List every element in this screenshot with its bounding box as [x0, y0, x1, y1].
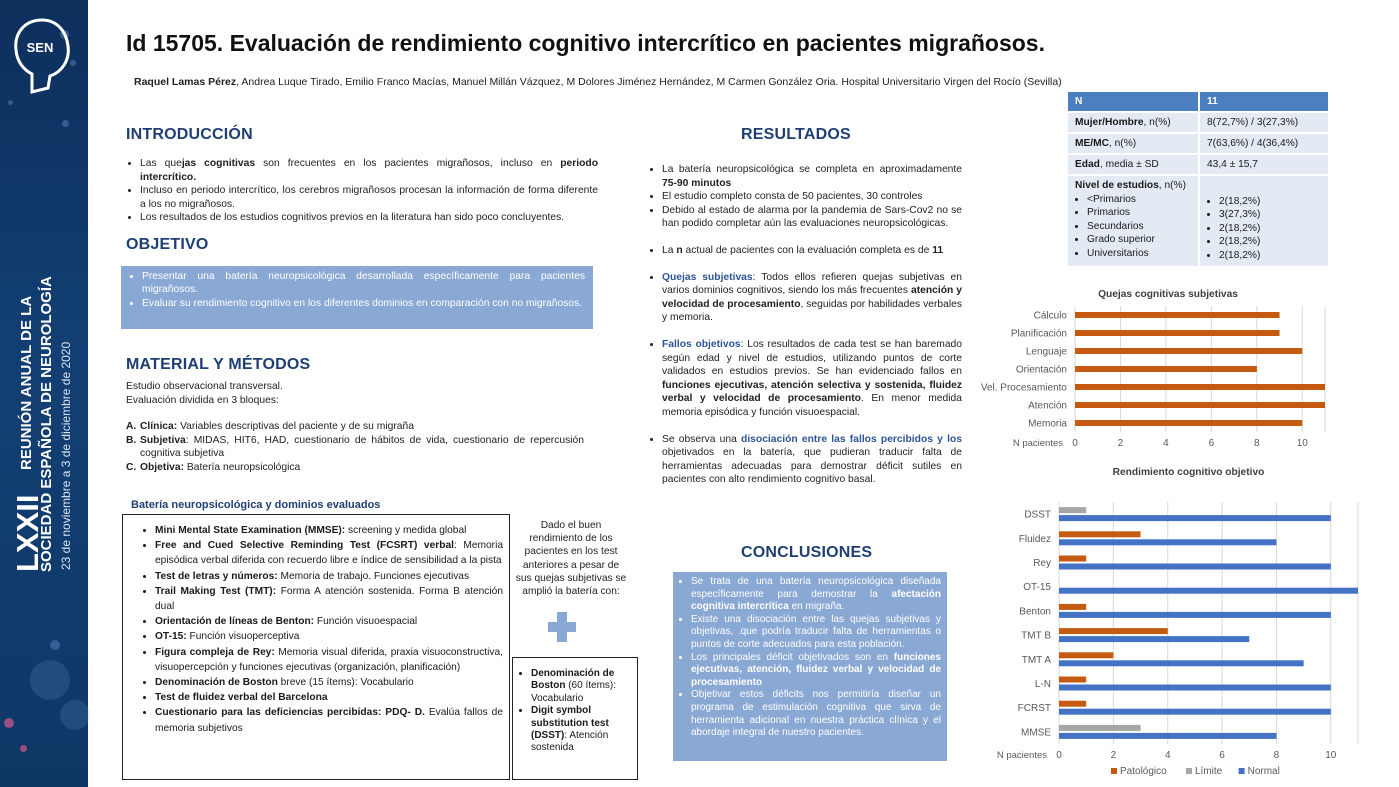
- x-axis-label: N pacientes: [996, 750, 1047, 761]
- bar-patologico: [1059, 628, 1168, 634]
- plus-icon: [548, 612, 576, 642]
- level-item: • Universitarios: [1087, 247, 1191, 260]
- resultados-bullet-2: • El estudio completo consta de 50 pacientes, 30 controles: [662, 190, 962, 204]
- level-value: • 2(18,2%): [1219, 249, 1321, 262]
- table-cell-n-label: N: [1067, 91, 1199, 112]
- sidebar: [0, 0, 88, 787]
- first-author: Raquel Lamas Pérez: [134, 76, 237, 88]
- bar-patologico: [1059, 701, 1086, 707]
- table-cell-label: Nivel de estudios, n(%) • <Primarios • Primarios • Secundarios • Grado superior • Universitarios: [1067, 175, 1199, 267]
- resultados-heading: RESULTADOS: [741, 126, 851, 143]
- chart-rendimiento-objetivo: [968, 462, 1337, 782]
- legend-label: Normal: [1247, 766, 1280, 777]
- objetivo-heading: OBJETIVO: [126, 236, 209, 253]
- metodos-block-c: C. Objetiva: Batería neuropsicológica: [126, 461, 301, 473]
- y-category-label: Memoria: [1028, 418, 1067, 430]
- bateria-item-pdq: • Cuestionario para las deficiencias percibidas: PDQ- D. Evalúa fallos de memoria subjetivos: [155, 705, 503, 735]
- bar-normal: [1059, 612, 1331, 618]
- level-value: • 3(27,3%): [1219, 208, 1321, 221]
- objetivo-bullet-2: • Evaluar su rendimiento cognitivo en los diferentes dominios en comparación con no migrañosos.: [142, 297, 585, 310]
- bar: [1075, 312, 1280, 318]
- y-category-label: Vel. Procesamiento: [980, 382, 1067, 394]
- table-row-n: [1067, 91, 1329, 112]
- resultados-bullet-3: • Debido al estado de alarma por la pandemia de Sars-Cov2 no se han podido completar aún las evaluaciones neuropsicológicas.: [662, 204, 962, 231]
- x-tick-label: 4: [1164, 750, 1171, 761]
- metodos-line-1: Estudio observacional transversal.: [126, 381, 283, 392]
- bar: [1075, 420, 1302, 426]
- table-cell-n-value: 11: [1199, 91, 1329, 112]
- bar-limite: [1059, 507, 1086, 513]
- table-row-me-mc: [1067, 133, 1329, 154]
- level-value: • 2(18,2%): [1219, 195, 1321, 208]
- bar-normal: [1059, 709, 1331, 715]
- x-tick-label: 8: [1273, 750, 1280, 761]
- levels-values-list: [1207, 195, 1321, 262]
- bar-normal: [1059, 636, 1249, 642]
- bar-normal: [1059, 660, 1304, 666]
- table-cell-value: [1199, 175, 1329, 267]
- chart-quejas-subjetivas: [968, 284, 1334, 456]
- legend-label: Límite: [1195, 766, 1223, 777]
- x-axis-label: N pacientes: [1012, 438, 1063, 449]
- bar-patologico: [1059, 604, 1086, 610]
- y-category-label: L-N: [1034, 679, 1051, 690]
- y-category-label: OT-15: [1023, 582, 1051, 594]
- metodos-line-2: Evaluación dividida en 3 bloques:: [126, 394, 279, 406]
- level-value: • 2(18,2%): [1219, 235, 1321, 248]
- bar-limite: [1059, 725, 1141, 731]
- x-tick-label: 0: [1072, 438, 1078, 449]
- table-row-estudios: [1067, 175, 1329, 267]
- extra-tests-box: [512, 657, 638, 780]
- conclusion-2: • Existe una disociación entre las quejas subjetivas y objetivas, .que podría traducir falta de herramientas o puntos de corte adecuados para esta población.: [691, 614, 941, 652]
- table-cell-value: 7(63,6%) / 4(36,4%): [1199, 133, 1329, 154]
- bateria-item-boston: • Denominación de Boston breve (15 ítems): Vocabulario: [155, 675, 503, 690]
- bar: [1075, 384, 1325, 390]
- table-cell-value: 8(72,7%) / 3(27,3%): [1199, 112, 1329, 133]
- bar-patologico: [1059, 677, 1086, 683]
- x-tick-label: 0: [1056, 750, 1062, 761]
- authors: [134, 76, 1062, 88]
- other-authors: , Andrea Luque Tirado, Emilio Franco Macías, Manuel Millán Vázquez, M Dolores Jiménez Hernández, M Carmen González Oria. Hospital Universitario Virgen del Rocío (Sevilla): [236, 76, 1062, 88]
- bar-normal: [1059, 515, 1331, 521]
- metodos-block-a: A. Clínica: Variables descriptivas del paciente y de su migraña: [126, 421, 414, 433]
- sen-logo-text: SEN: [26, 40, 54, 55]
- bateria-heading: Batería neuropsicológica y dominios evaluados: [131, 499, 381, 511]
- sidebar-edition: LXXII: [10, 494, 45, 572]
- sidebar-reunion: REUNIÓN ANUAL DE LA: [18, 295, 35, 470]
- level-item: • Grado superior: [1087, 233, 1191, 246]
- x-tick-label: 6: [1219, 750, 1225, 761]
- conclusion-4: • Objetivar estos déficits nos permitiría diseñar un programa de estimulación cognitiva que sirva de herramienta adicional en nuestra práctica clínica y el abordaje integral de nuestro pacientes.: [691, 689, 941, 739]
- metodos-block-b: B. Subjetiva: MIDAS, HIT6, HAD, cuestionario de hábitos de vida, cuestionario de repercusión cognitiva subjetiva: [126, 434, 584, 460]
- x-tick-label: 10: [1296, 438, 1308, 449]
- table-row-edad: [1067, 154, 1329, 175]
- sidebar-society: SOCIEDAD ESPAÑOLA DE NEUROLOGÍA: [38, 276, 55, 572]
- legend-swatch: [1239, 768, 1245, 774]
- table-cell-value: 43,4 ± 15,7: [1199, 154, 1329, 175]
- legend-swatch: [1186, 768, 1192, 774]
- bateria-item-rey: • Figura compleja de Rey: Memoria visual diferida, praxia visuoconstructiva, visuopercepción y funciones ejecutivas (organización, planificación): [155, 645, 503, 675]
- y-category-label: Atención: [1028, 400, 1067, 412]
- y-category-label: Rey: [1033, 558, 1051, 569]
- table-row-sexo: [1067, 112, 1329, 133]
- y-category-label: MMSE: [1021, 727, 1051, 739]
- resultados-bullet-1: • La batería neuropsicológica se completa en aproximadamente 75-90 minutos: [662, 163, 962, 190]
- resultados-bullet-4: • La n actual de pacientes con la evaluación completa es de 11: [662, 244, 962, 258]
- metodos-heading: MATERIAL Y MÉTODOS: [126, 356, 311, 373]
- bar: [1075, 402, 1325, 408]
- legend-swatch: [1111, 768, 1117, 774]
- resultados-bullet-quejas: • Quejas subjetivas: Todos ellos refieren quejas subjetivas en varios dominios cognitivos, siendo los más frecuentes atención y velocidad de procesamiento, seguidas por habilidades verbales y memoria.: [662, 271, 962, 325]
- chart-title: Rendimiento cognitivo objetivo: [1112, 467, 1265, 478]
- resultados-section: [648, 163, 962, 487]
- bar-patologico: [1059, 556, 1086, 562]
- y-category-label: DSST: [1024, 509, 1051, 521]
- dado-text: Dado el buen rendimiento de los pacientes en los test anteriores a pesar de sus quejas subjetivas se amplió la batería con:: [515, 520, 627, 598]
- objetivo-bullet-1: • Presentar una batería neuropsicológica desarrollada específicamente para pacientes migrañosos.: [142, 270, 585, 297]
- levels-list: [1075, 193, 1191, 260]
- bateria-item-mmse: • Mini Mental State Examination (MMSE): screening y medida global: [155, 523, 503, 538]
- x-tick-label: 2: [1117, 438, 1124, 449]
- y-category-label: Fluidez: [1018, 533, 1051, 545]
- bar-patologico: [1059, 652, 1113, 658]
- table-cell-label: ME/MC, n(%): [1067, 133, 1199, 154]
- y-category-label: TMT A: [1021, 654, 1051, 666]
- level-value: • 2(18,2%): [1219, 222, 1321, 235]
- y-category-label: Lenguaje: [1025, 346, 1067, 358]
- bar: [1075, 330, 1280, 336]
- bar: [1075, 348, 1302, 354]
- y-category-label: Orientación: [1015, 364, 1067, 376]
- level-item: • Primarios: [1087, 206, 1191, 219]
- resultados-bullet-fallos: • Fallos objetivos: Los resultados de cada test se han baremado según edad y nivel de estudios, utilizando puntos de corte validados en estudios previos. Se han evidenciado fallos en funciones ejecutivas, atención selectiva y sostenida, fluidez verbal y velocidad de procesamiento. En menor medida memoria episódica y función visuoespacial.: [662, 338, 962, 420]
- bateria-item-fluidez: • Test de fluidez verbal del Barcelona: [155, 690, 503, 705]
- extra-item-dsst: • Digit symbol substitution test (DSST): Atención sostenida: [531, 705, 633, 755]
- bar-patologico: [1059, 531, 1141, 537]
- level-item: • <Primarios: [1087, 193, 1191, 206]
- x-tick-label: 2: [1110, 750, 1117, 761]
- intro-bullet-2: • Incluso en periodo intercrítico, los cerebros migrañosos procesan la información de forma diferente a los no migrañosos.: [140, 184, 598, 211]
- y-category-label: Planificación: [1010, 328, 1067, 340]
- bateria-item-tmt: • Trail Making Test (TMT): Forma A atención sostenida. Forma B atención dual: [155, 584, 503, 614]
- bar-normal: [1059, 539, 1276, 545]
- conclusion-1: • Se trata de una batería neuropsicológica diseñada específicamente para demostrar la afectación cognitiva intercrítica en migraña.: [691, 576, 941, 614]
- legend-label: Patológico: [1120, 766, 1167, 777]
- bar-normal: [1059, 685, 1331, 691]
- x-tick-label: 8: [1254, 438, 1260, 449]
- intro-bullet-3: • Los resultados de los estudios cognitivos previos en la literatura han sido poco concluyentes.: [140, 211, 598, 225]
- table-cell-label: Edad, media ± SD: [1067, 154, 1199, 175]
- intro-bullet-1: • Las quejas cognitivas son frecuentes en los pacientes migrañosos, incluso en periodo intercrítico.: [140, 157, 598, 184]
- y-category-label: Cálculo: [1033, 310, 1067, 322]
- table-cell-label: Mujer/Hombre, n(%): [1067, 112, 1199, 133]
- resultados-bullet-disociacion: • Se observa una disociación entre las fallos percibidos y los objetivados en la batería, que pudieran traducir falta de herramientas adecuadas para demostrar déficit sutiles en pacientes con alto rendimiento cognitivo basal.: [662, 433, 962, 487]
- bar-normal: [1059, 733, 1276, 739]
- intro-section: [126, 157, 598, 225]
- conclusiones-heading: CONCLUSIONES: [741, 544, 873, 561]
- intro-heading: INTRODUCCIÓN: [126, 126, 253, 143]
- objetivo-box: [121, 266, 593, 329]
- bar: [1075, 366, 1257, 372]
- chart-title: Quejas cognitivas subjetivas: [1098, 289, 1238, 300]
- x-tick-label: 10: [1325, 750, 1337, 761]
- sidebar-dates: 23 de noviembre a 3 de diciembre de 2020: [59, 341, 73, 570]
- bateria-item-ot15: • OT-15: Función visuoperceptiva: [155, 629, 503, 644]
- y-category-label: Benton: [1019, 606, 1051, 618]
- x-tick-label: 6: [1208, 438, 1215, 449]
- sen-logo: [10, 16, 74, 98]
- bar-normal: [1059, 588, 1358, 594]
- x-tick-label: 4: [1163, 438, 1169, 449]
- bateria-box: [122, 514, 510, 780]
- demographics-table: [1066, 90, 1330, 268]
- bateria-item-fcsrt: • Free and Cued Selective Reminding Test (FCSRT) verbal: Memoria episódica verbal diferida con recuerdo libre e índice de sensibilidad a la pista: [155, 538, 503, 568]
- metodos-section: [126, 380, 584, 475]
- conclusion-3: • Los principales déficit objetivados son en funciones ejecutivas, atención, fluidez verbal y velocidad de procesamiento: [691, 652, 941, 690]
- y-category-label: FCRST: [1017, 703, 1051, 715]
- extra-item-boston: • Denominación de Boston (60 ítems): Vocabulario: [531, 668, 633, 705]
- bateria-item-letras: • Test de letras y números: Memoria de trabajo. Funciones ejecutivas: [155, 569, 503, 584]
- y-category-label: TMT B: [1021, 630, 1051, 642]
- bateria-item-benton: • Orientación de líneas de Benton: Función visuoespacial: [155, 614, 503, 629]
- bar-normal: [1059, 564, 1331, 570]
- conclusiones-box: [673, 572, 947, 761]
- page-title: Id 15705. Evaluación de rendimiento cognitivo intercrítico en pacientes migrañosos.: [126, 30, 1045, 56]
- level-item: • Secundarios: [1087, 220, 1191, 233]
